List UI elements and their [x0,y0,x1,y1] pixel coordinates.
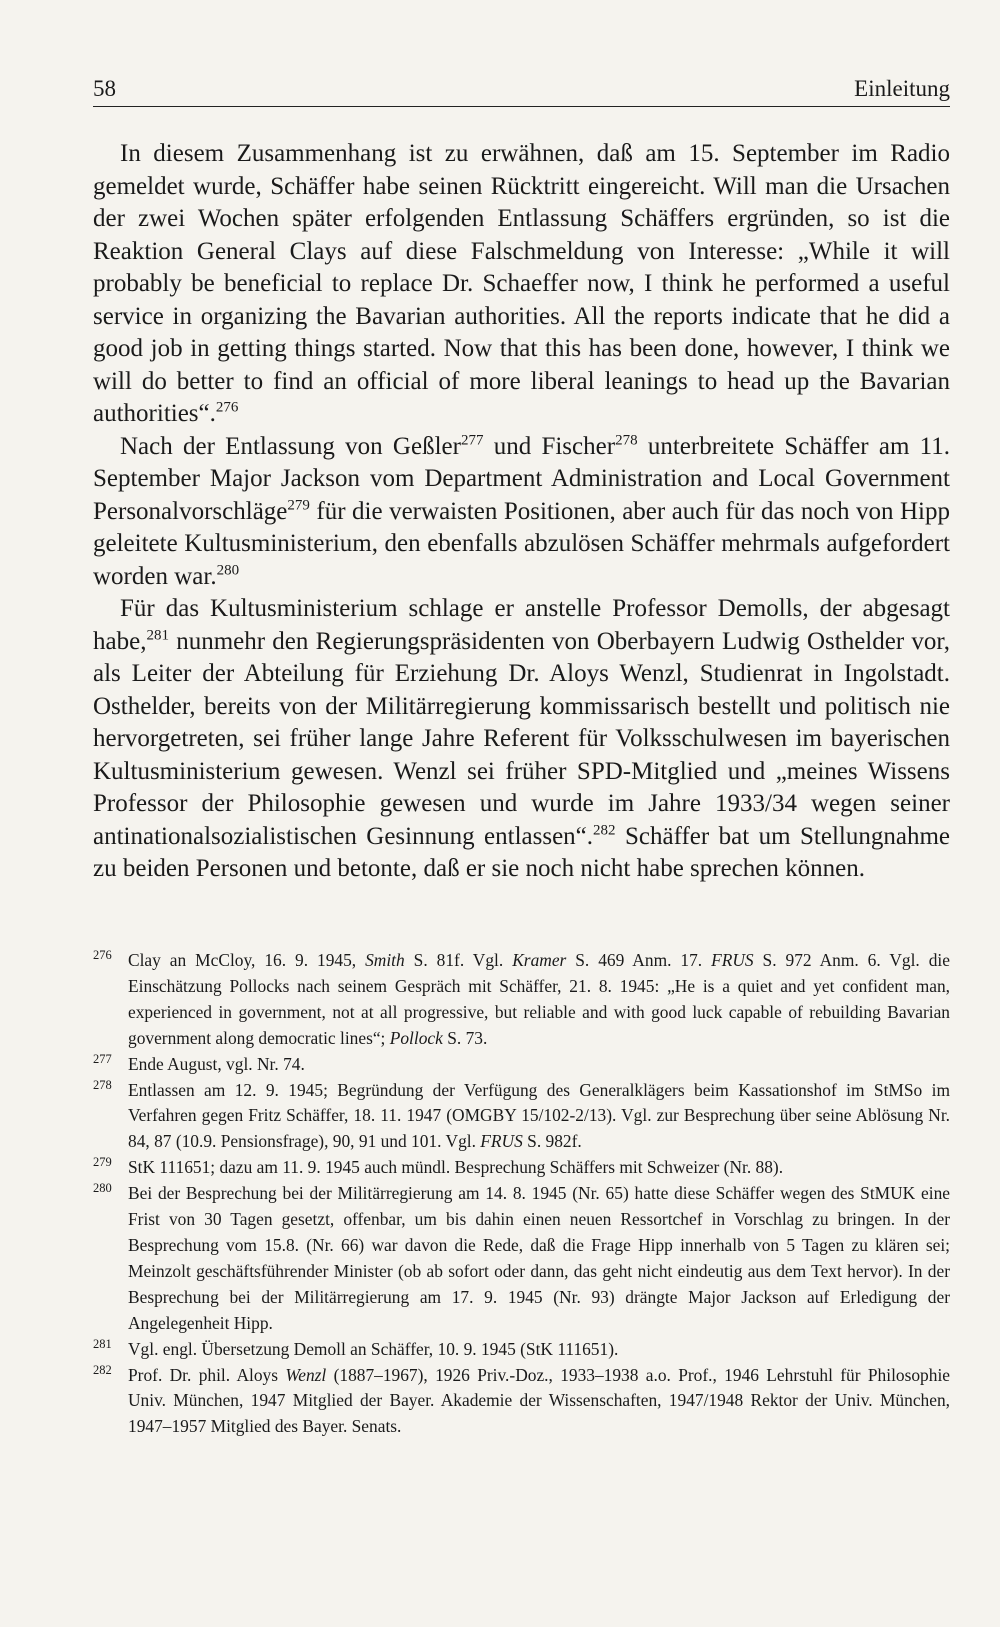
text-span: und Fischer [483,432,616,460]
footnote-text: S. 469 Anm. 17. [566,950,712,970]
paragraph [93,138,950,431]
footnote-text: (1887–1967), 1926 Priv.-Doz., 1933–1938 a.o. Prof., 1946 Lehrstuhl für Philosophie Univ. München, 1947 Mitglied der Bayer. Akademie der Wissenschaften, 1947/1948 Rektor der Univ. München, 1947–1957 Mitglied des Bayer. Senats. [128,1364,951,1437]
footnote-ref: 280 [216,561,240,578]
footnote-text: Prof. Dr. phil. Aloys [128,1364,286,1385]
paragraph [93,431,950,594]
footnote-number: 279 [93,1155,112,1170]
footnotes [93,948,950,1440]
footnote-ref: 276 [215,399,239,416]
footnote-text: StK 111651; dazu am 11. 9. 1945 auch mündl. Besprechung Schäffers mit Schweizer (Nr. 88). [128,1157,784,1178]
footnote-278 [93,1078,950,1156]
citation-italic: Smith [365,950,405,970]
footnote-text: Vgl. engl. Übersetzung Demoll an Schäffer, 10. 9. 1945 (StK 111651). [128,1338,619,1359]
citation-italic: FRUS [711,950,754,970]
main-text [93,138,950,886]
footnote-text: Clay an McCloy, 16. 9. 1945, [128,950,366,970]
paragraph [93,593,950,886]
footnote-ref: 279 [287,496,310,513]
text-span: Nach der Entlassung von Geßler [120,432,461,460]
text-span: unterbreitete Schäffer am 11. September Major Jackson vom Department Administration and Local Government Personalvorschläge [93,432,950,525]
footnote-number: 280 [93,1181,112,1196]
footnote-279 [93,1155,950,1181]
text-span: Schäffer bat um Stellungnahme zu beiden Personen und betonte, daß er sie noch nicht habe sprechen können. [93,822,950,882]
footnote-280 [93,1181,950,1336]
footnote-text: Entlassen am 12. 9. 1945; Begründung der Verfügung des Generalklägers beim Kassationshof im StMSo im Verfahren gegen Fritz Schäffer, 18. 11. 1947 (OMGBY 15/102-2/13). Vgl. zur Besprechung über seine Ablösung Nr. 84, 87 (10.9. Pensionsfrage), 90, 91 und 101. Vgl. [128,1079,950,1152]
running-title: Einleitung [854,76,950,101]
footnote-text: S. 81f. Vgl. [404,950,513,970]
running-header [93,70,950,107]
footnote-277 [93,1052,950,1078]
footnote-276 [93,948,950,1052]
citation-italic: Wenzl [285,1364,327,1385]
text-span: Für das Kultusministerium schlage er anstelle Professor Demolls, der abgesagt habe, [93,595,950,655]
citation-italic: FRUS [480,1131,523,1152]
footnote-number: 281 [93,1336,112,1351]
footnote-number: 282 [93,1362,112,1377]
footnote-282 [93,1363,950,1441]
text-span: nunmehr den Regierungspräsidenten von Oberbayern Ludwig Osthelder vor, als Leiter der Abteilung für Erziehung Dr. Aloys Wenzl, Studienrat in Ingolstadt. Osthelder, bereits von der Militärregierung kommissarisch bestellt und politisch nie hervorgetreten, sei früher lange Jahre Referent für Volksschulwesen im bayerischen Kultusministerium gewesen. Wenzl sei früher SPD-Mitglied und „meines Wissens Professor der Philosophie gewesen und wurde im Jahre 1933/34 wegen seiner antinationalsozialistischen Gesinnung entlassen“. [93,627,950,850]
footnote-number: 278 [93,1077,112,1092]
citation-italic: Kramer [512,950,567,970]
footnote-text: Bei der Besprechung bei der Militärregierung am 14. 8. 1945 (Nr. 65) hatte diese Schäffer wegen des StMUK eine Frist von 30 Tagen gesetzt, offenbar, um bis dahin einen neuen Ressortchef in Vorschlag zu bringen. In der Besprechung vom 15.8. (Nr. 66) war davon die Rede, daß die Frage Hipp innerhalb von 5 Tagen zu klären sei; Meinzolt geschäftsführender Minister (ob ab sofort oder dann, das geht nicht eindeutig aus dem Text hervor). In der Besprechung bei der Militärregierung am 17. 9. 1945 (Nr. 93) drängte Major Jackson auf Erledigung der Angelegenheit Hipp. [128,1183,950,1333]
citation-italic: Pollock [389,1027,443,1048]
page-number: 58 [93,76,116,101]
footnote-text: S. 982f. [522,1131,582,1152]
footnote-ref: 282 [593,821,616,838]
footnote-number: 276 [93,948,112,962]
footnote-text: Ende August, vgl. Nr. 74. [128,1053,305,1074]
footnote-text: S. 73. [442,1027,488,1048]
text-span: für die verwaisten Positionen, aber auch für das noch von Hipp geleitete Kultusministerium, den ebenfalls abzulösen Schäffer mehrmals aufgefordert worden war. [93,497,950,590]
text-span: In diesem Zusammenhang ist zu erwähnen, daß am 15. September im Radio gemeldet wurde, Schäffer habe seinen Rücktritt eingereicht. Will man die Ursachen der zwei Wochen später erfolgenden Entlassung Schäffers ergründen, so ist die Reaktion General Clays auf diese Falschmeldung von Interesse: „While it will probably be beneficial to replace Dr. Schaeffer now, I think he performed a useful service in organizing the Bavarian authorities. All the reports indicate that he did a good job in getting things started. Now that this has been done, however, I think we will do better to find an official of more liberal leanings to head up the Bavarian authorities“. [93,140,950,427]
footnote-ref: 278 [615,431,638,448]
footnote-ref: 281 [146,626,169,643]
footnote-ref: 277 [460,431,484,448]
footnote-text: S. 972 Anm. 6. Vgl. die Einschätzung Pollocks nach seinem Gespräch mit Schäffer, 21. 8. 1945: „He is a quiet and yet confident man, experienced in government, not at all progressive, but reliable and with good luck capable of rebuilding Bavarian government along democratic lines“; [128,950,950,1048]
footnote-number: 277 [93,1051,112,1066]
footnote-281 [93,1337,950,1363]
